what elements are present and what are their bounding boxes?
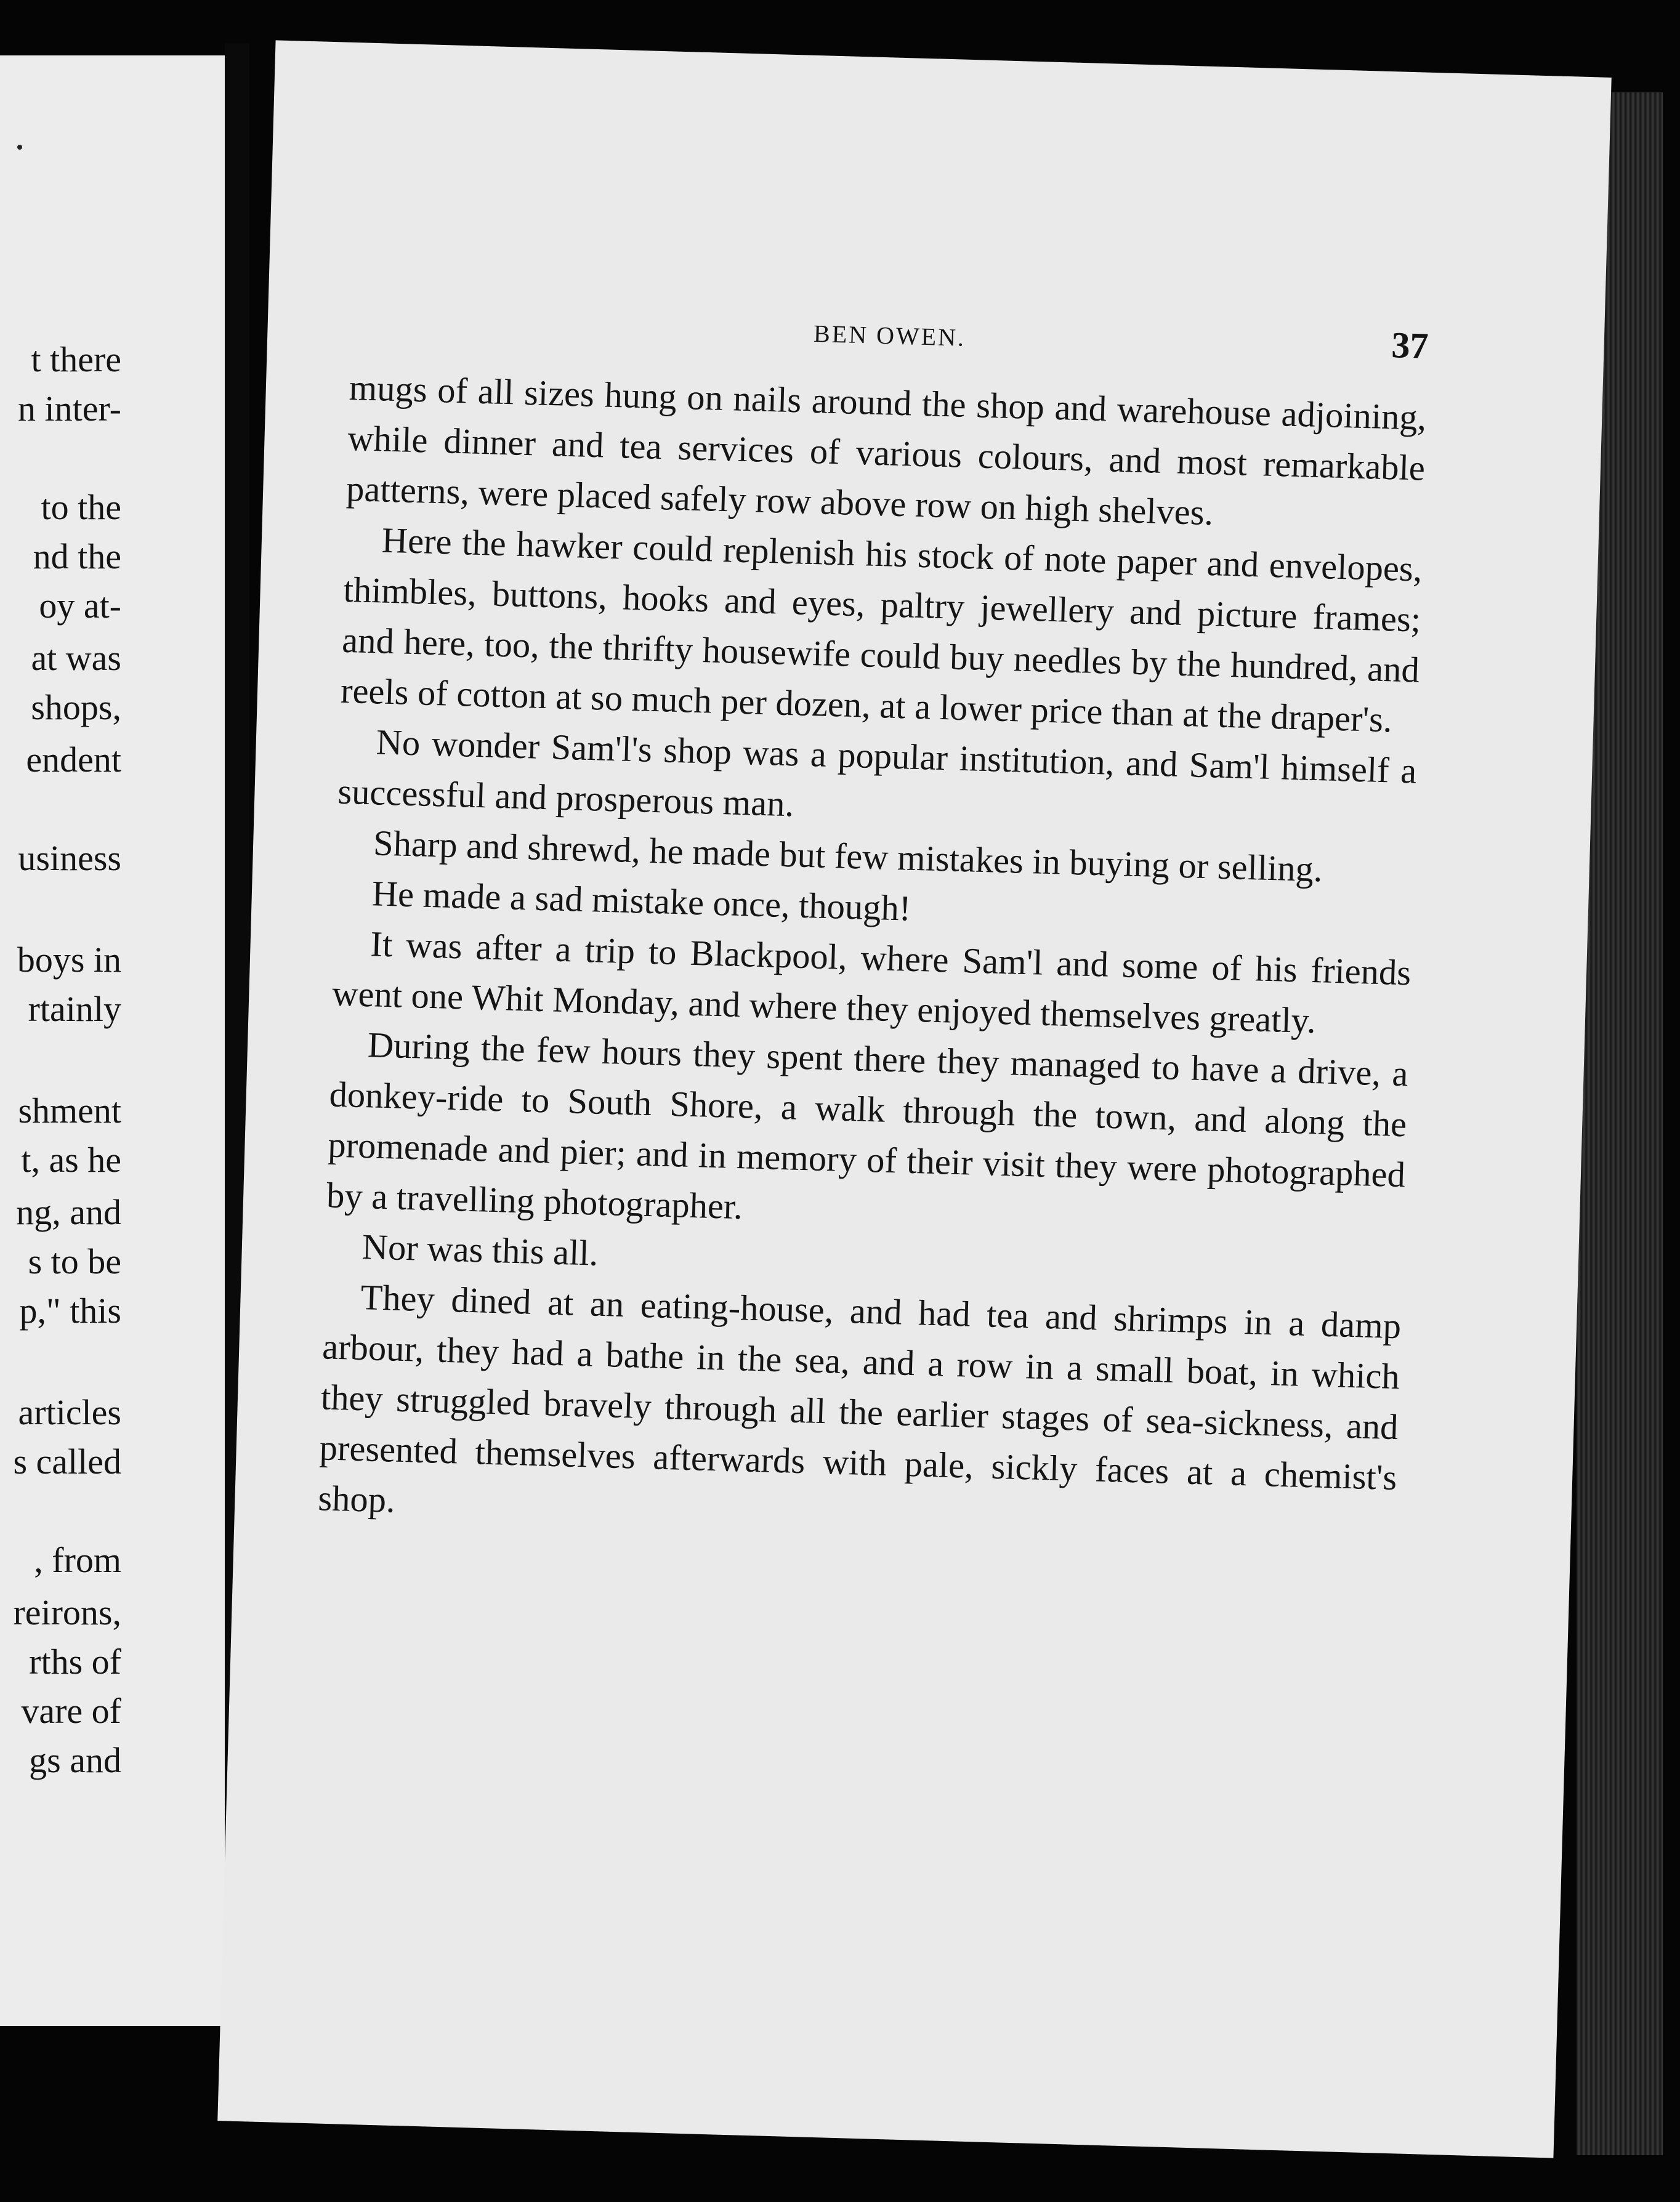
paragraph: It was after a trip to Blackpool, where Sam'l and some of his friends went one Whit Monday, and where they enjoyed themselves greatly. bbox=[331, 924, 1411, 1041]
paragraph: No wonder Sam'l's shop was a popular institution, and Sam'l himself a successful and prosperous man. bbox=[337, 722, 1418, 825]
left-page-line: rtainly bbox=[28, 989, 121, 1029]
paragraph: They dined at an eating-house, and had tea and shrimps in a damp arbour, they had a bathe in the sea, and a row in a small boat, in which they struggled bravely through all the earlier stages of sea-sickness, and presented themselves afterwards with pale, sickly faces at a chemist's shop. bbox=[317, 1277, 1402, 1520]
left-page-line: gs and bbox=[29, 1740, 121, 1780]
right-page bbox=[217, 40, 1612, 2158]
left-page-line: shment bbox=[18, 1091, 121, 1131]
running-head: BEN OWEN. bbox=[813, 319, 966, 352]
left-page-line: s called bbox=[13, 1442, 121, 1482]
left-page-line: s to be bbox=[28, 1241, 121, 1281]
page-number: 37 bbox=[1391, 325, 1429, 366]
left-page-line: vare of bbox=[21, 1691, 121, 1731]
paragraph: Sharp and shrewd, he made but few mistakes in buying or selling. bbox=[373, 823, 1323, 890]
left-page-line: n inter- bbox=[18, 389, 121, 429]
left-page-line: to the bbox=[41, 487, 121, 527]
left-page-line: t there bbox=[31, 339, 121, 379]
paragraph: Nor was this all. bbox=[361, 1227, 599, 1273]
ink-speck bbox=[17, 145, 22, 150]
paragraph: mugs of all sizes hung on nails around the shop and warehouse adjoining, while dinner and tea services of various colours, and most remarkable patterns, were placed safely row above row on high shelves. bbox=[345, 367, 1428, 533]
left-page bbox=[0, 55, 225, 2026]
left-page-line: endent bbox=[26, 740, 121, 780]
left-page-line: usiness bbox=[18, 838, 121, 878]
left-page-line: at was bbox=[31, 638, 121, 678]
paragraph: Here the hawker could replenish his stock of note paper and envelopes, thimbles, buttons, hooks and eyes, paltry jewellery and picture frames; and here, too, the thrifty housewife could buy needles by the hundred, and reels of cotton at so much per dozen, at a lower price than at the draper's. bbox=[340, 520, 1423, 740]
left-page-line: p," this bbox=[19, 1291, 121, 1331]
left-page-line: t, as he bbox=[21, 1140, 121, 1180]
left-page-line: rths of bbox=[29, 1642, 121, 1682]
left-page-line: boys in bbox=[17, 940, 121, 980]
left-page-line: oy at- bbox=[39, 586, 121, 626]
left-page-line: nd the bbox=[33, 536, 121, 576]
paragraph: During the few hours they spent there they managed to have a drive, a donkey-ride to South Shore, a walk through the town, and along the promenade and pier; and in memory of their visit they were photographed by a travelling photographer. bbox=[326, 1025, 1409, 1227]
left-page-line: reirons, bbox=[13, 1592, 121, 1632]
left-page-line: articles bbox=[18, 1392, 121, 1432]
left-page-line: shops, bbox=[31, 687, 121, 727]
left-page-line: ng, and bbox=[16, 1192, 121, 1232]
body-text bbox=[317, 363, 1427, 1554]
left-page-line: , from bbox=[34, 1540, 121, 1580]
paragraph: He made a sad mistake once, though! bbox=[371, 873, 912, 929]
